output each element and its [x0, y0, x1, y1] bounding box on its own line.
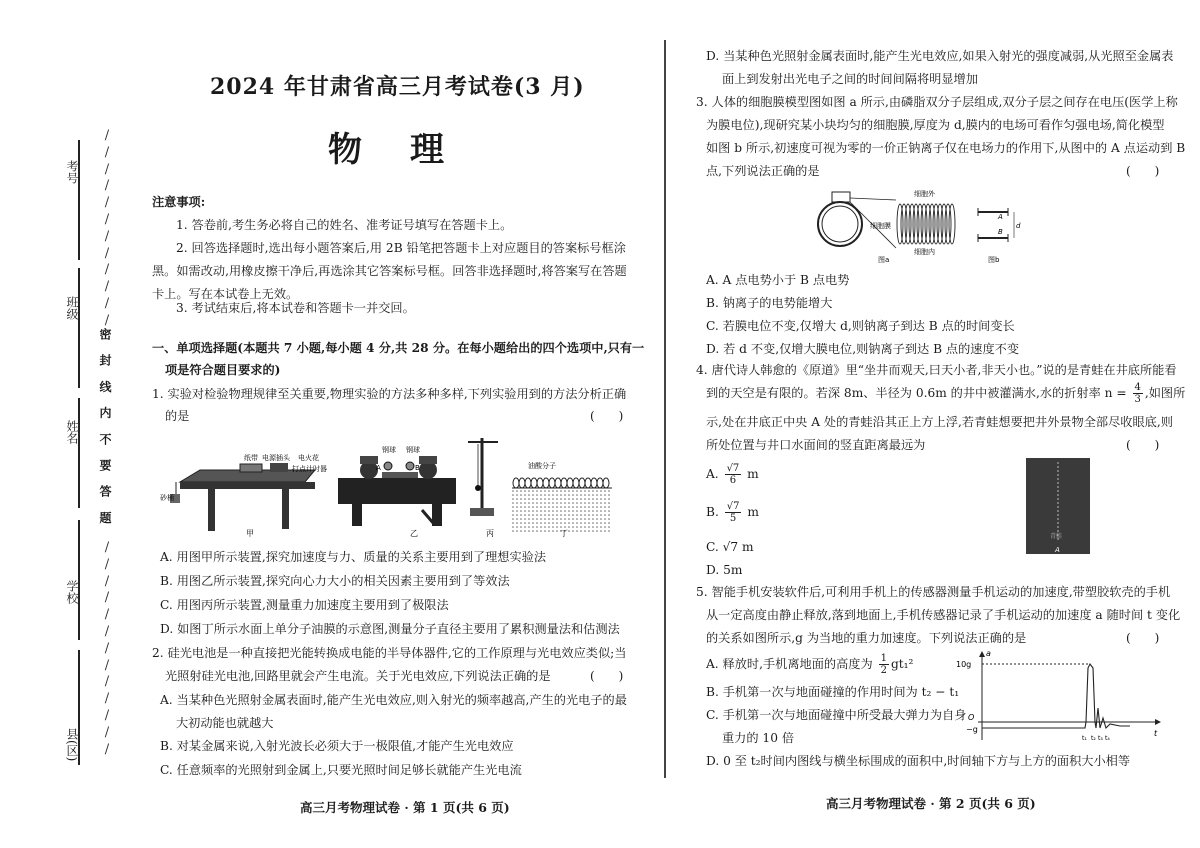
- school-label: 学校: [65, 580, 79, 604]
- q4-answer-blank: ( ): [1126, 438, 1160, 452]
- section-1-line2: 项是符合题目要求的): [165, 363, 281, 377]
- q3-label-fig-a: 图a: [878, 256, 890, 264]
- fig-label-plug: 电源插头: [262, 454, 290, 462]
- section-1-line1: 一、单项选择题(本题共 7 小题,每小题 4 分,共 28 分。在每小题给出的四个选项中,只有一: [152, 341, 645, 355]
- q5-option-D: D. 0 至 t₂时间内图线与横坐标围成的面积中,时间轴下方与上方的面积大小相等: [706, 754, 1131, 768]
- q5-option-C2: 重力的 10 倍: [722, 731, 795, 745]
- q5-origin: O: [968, 713, 975, 722]
- q4-option-D: D. 5m: [706, 563, 743, 577]
- fig-label-bing: 丙: [486, 529, 494, 538]
- q3-stem-1: 3. 人体的细胞膜模型图如图 a 所示,由磷脂双分子层组成,双分子层之间存在电压(医学上称: [696, 95, 1178, 109]
- seal-line-text: 密 封 线 内 不 要 答 题: [98, 328, 112, 529]
- q4-option-B-label: B.: [706, 505, 719, 519]
- q2-option-D2: 面上到发射出光电子之间的时间间隔将明显增加: [722, 72, 978, 86]
- q3-figure: [812, 186, 1032, 266]
- q4-stem-2: [706, 381, 1185, 405]
- q5-answer-blank: ( ): [1126, 631, 1160, 645]
- membrane-coil: [949, 204, 955, 244]
- footer-page-1: 高三月考物理试卷 · 第 1 页(共 6 页): [300, 800, 510, 815]
- exam-no-label: 考号: [65, 160, 79, 184]
- q5-stem-3: 的关系如图所示,g 为当地的重力加速度。下列说法正确的是: [706, 631, 1027, 645]
- oil-molecule: [537, 478, 543, 488]
- note-3: 3. 考试结束后,将本试卷和答题卡一并交回。: [176, 301, 415, 315]
- seal-dashes-top: / / / / / / / / / / / /: [104, 128, 110, 328]
- q4-well-figure: [1026, 458, 1092, 558]
- q4-B-denominator: 5: [729, 513, 737, 524]
- q1-option-D: D. 如图丁所示水面上单分子油膜的示意图,测量分子直径主要用了累积测量法和估测法: [160, 622, 620, 636]
- q5-option-A: [706, 652, 913, 676]
- oil-molecule: [531, 478, 537, 488]
- q4-B-numerator: √7: [726, 501, 740, 512]
- exam-no-line: [78, 140, 80, 260]
- fig-label-ball-2: 钢球: [406, 446, 420, 454]
- seal-dashes-bottom: / / / / / / / / / / / / /: [104, 540, 110, 757]
- q5-option-A-post: gt₁²: [890, 657, 914, 671]
- fig-label-ding: 丁: [560, 529, 568, 538]
- oil-molecule: [525, 478, 531, 488]
- fig-ding-oil-film: [512, 488, 612, 532]
- page-divider: [664, 40, 666, 778]
- q4-stem-4: 所处位置与井口水面间的竖直距离最远为: [706, 438, 926, 452]
- membrane-coils: [897, 204, 955, 244]
- fig-label-ball-1: 钢球: [382, 446, 396, 454]
- q3-option-C: C. 若膜电位不变,仅增大 d,则钠离子到达 B 点的时间变长: [706, 319, 1015, 333]
- q4-n-numerator: 4: [1134, 382, 1141, 393]
- q5-tick-t1: t₁: [1082, 735, 1087, 742]
- q3-option-D: D. 若 d 不变,仅增大膜电位,则钠离子到达 B 点的速度不变: [706, 342, 1020, 356]
- q4-stem-2a: 到的天空是有限的。若深 8m、半径为 0.6m 的井中被灌满水,水的折射率 n =: [706, 386, 1127, 400]
- fig-label-jia: 甲: [246, 529, 254, 538]
- oil-molecule: [519, 478, 525, 488]
- q3-label-d: d: [1016, 222, 1021, 230]
- q4-frog-label: 青蛙: [1050, 533, 1063, 540]
- q5-tick-t3: t₃: [1098, 735, 1103, 742]
- fig-label-spark: 电火花: [298, 454, 319, 462]
- q4-option-B-unit: m: [747, 505, 759, 519]
- q4-stem-1: 4. 唐代诗人韩愈的《原道》里“坐井而观天,曰天小者,非天小也。”说的是青蛙在井底所能看: [696, 363, 1177, 377]
- q2-stem-1: 2. 硅光电池是一种直接把光能转换成电能的半导体器件,它的工作原理与光电效应类似;当: [152, 646, 627, 660]
- exam-title: 2024 年甘肃省高三月考试卷(3 月): [210, 74, 585, 100]
- q3-label-B: B: [998, 228, 1003, 236]
- q4-option-A-label: A.: [706, 467, 719, 481]
- class-line: [78, 268, 80, 388]
- q2-option-A1: A. 当某种色光照射金属表面时,能产生光电效应,则入射光的频率越高,产生的光电子的最: [160, 693, 627, 707]
- fig-label-timer: 打点计时器: [292, 465, 327, 473]
- q4-option-B: [706, 500, 759, 524]
- q2-option-B: B. 对某金属来说,入射光波长必须大于一极限值,才能产生光电效应: [160, 739, 514, 753]
- oil-molecule: [585, 478, 591, 488]
- q3-stem-4: 点,下列说法正确的是: [706, 164, 820, 178]
- q1-option-A: A. 用图甲所示装置,探究加速度与力、质量的关系主要用到了理想实验法: [160, 550, 547, 564]
- footer-page-2: 高三月考物理试卷 · 第 2 页(共 6 页): [826, 796, 1036, 811]
- q5-tick-t4: t₄: [1105, 735, 1110, 742]
- fig-bing-pendulum: [468, 438, 498, 516]
- q5-stem-1: 5. 智能手机安装软件后,可利用手机上的传感器测量手机运动的加速度,带塑胶软壳的手机: [696, 585, 1171, 599]
- fig-yi-apparatus: [338, 456, 456, 526]
- q4-n-denominator: 3: [1134, 394, 1141, 405]
- q5-graph: [950, 648, 1164, 746]
- q4-option-A: [706, 462, 759, 486]
- fig-jia-table: [170, 463, 315, 531]
- q5-A-numerator: 1: [880, 653, 887, 664]
- q4-option-C: C. √7 m: [706, 540, 754, 554]
- q2-answer-blank: ( ): [590, 669, 624, 683]
- q3-stem-2: 为膜电位),现研究某小块均匀的细胞膜,厚度为 d,膜内的电场可看作匀强电场,简化模型: [706, 118, 1165, 132]
- note-2b: 黑。如需改动,用橡皮擦干净后,再选涂其它答案标号框。回答非选择题时,将答案写在答题: [152, 264, 627, 278]
- q5-tick-10g: 10g: [956, 660, 972, 669]
- q5-tick-neg-g: −g: [966, 725, 978, 734]
- q5-axis-t: t: [1154, 729, 1158, 738]
- q2-stem-2: 光照射硅光电池,回路里就会产生电流。关于光电效应,下列说法正确的是: [165, 669, 551, 683]
- q4-option-A-unit: m: [747, 467, 759, 481]
- fig-label-paper-tape: 纸带: [244, 454, 258, 462]
- q3-label-membrane: 细胞膜: [870, 222, 891, 230]
- oil-molecule: [603, 478, 609, 488]
- q3-option-B: B. 钠离子的电势能增大: [706, 296, 833, 310]
- q1-answer-blank: ( ): [590, 409, 624, 423]
- notes-heading: 注意事项:: [152, 195, 206, 209]
- note-1: 1. 答卷前,考生务必将自己的姓名、准考证号填写在答题卡上。: [176, 218, 513, 232]
- oil-molecule: [513, 478, 519, 488]
- q3-stem-3: 如图 b 所示,初速度可视为零的一价正钠离子仅在电场力的作用下,从图中的 A 点运动到 B: [706, 141, 1186, 155]
- name-line: [78, 398, 80, 508]
- oil-molecule: [543, 478, 549, 488]
- q3-answer-blank: ( ): [1126, 164, 1160, 178]
- q5-option-B: B. 手机第一次与地面碰撞的作用时间为 t₂ − t₁: [706, 685, 960, 699]
- q3-label-outside: 细胞外: [914, 190, 935, 198]
- oil-molecule: [567, 478, 573, 488]
- q1-option-C: C. 用图丙所示装置,测量重力加速度主要用到了极限法: [160, 598, 449, 612]
- q3-label-fig-b: 图b: [988, 256, 1000, 264]
- q1-stem-1: 1. 实验对检验物理规律至关重要,物理实验的方法多种多样,下列实验用到的方法分析正确: [152, 387, 627, 401]
- q1-stem-2: 的是: [165, 409, 190, 423]
- oil-molecule: [561, 478, 567, 488]
- q4-refraction-index: [1133, 382, 1143, 405]
- oil-molecule: [573, 478, 579, 488]
- q5-A-denominator: 2: [880, 665, 887, 676]
- q5-stem-2: 从一定高度由静止释放,落到地面上,手机传感器记录了手机运动的加速度 a 随时间 t 变化: [706, 608, 1181, 622]
- county-label: 县(区): [65, 728, 79, 762]
- fig-label-sand-bucket: 砂桶: [160, 494, 174, 502]
- fig-label-A: A: [376, 464, 381, 472]
- subject-title: 物理: [328, 130, 492, 170]
- q2-option-D1: D. 当某种色光照射金属表面时,能产生光电效应,如果入射光的强度减弱,从光照至金属表: [706, 49, 1174, 63]
- binding-sidebar: [0, 0, 140, 848]
- q2-option-C: C. 任意频率的光照射到金属上,只要光照时间足够长就能产生光电流: [160, 763, 522, 777]
- q5-axis-a: a: [986, 649, 991, 658]
- q3-option-A: A. A 点电势小于 B 点电势: [706, 273, 850, 287]
- q5-option-A-pre: A. 释放时,手机离地面的高度为: [706, 657, 873, 671]
- q1-figure: [160, 430, 630, 542]
- note-2c: 卡上。写在本试卷上无效。: [152, 287, 299, 301]
- q1-option-B: B. 用图乙所示装置,探究向心力大小的相关因素主要用到了等效法: [160, 574, 510, 588]
- oil-molecule: [555, 478, 561, 488]
- q4-option-B-fraction: [725, 501, 742, 524]
- q2-option-A2: 大初动能也就越大: [176, 716, 274, 730]
- fig-label-B: B: [415, 464, 420, 472]
- fig-label-yi: 乙: [410, 529, 418, 538]
- q3-label-inside: 细胞内: [914, 248, 935, 256]
- q5-tick-t2: t₂: [1091, 735, 1096, 742]
- note-2a: 2. 回答选择题时,选出每小题答案后,用 2B 铅笔把答题卡上对应题目的答案标号框涂: [176, 241, 626, 255]
- oil-molecule: [579, 478, 585, 488]
- q5-option-A-fraction: [879, 653, 889, 676]
- q4-stem-2b: ,如图所: [1144, 386, 1186, 400]
- oil-molecule: [549, 478, 555, 488]
- name-label: 姓名: [65, 420, 79, 444]
- q4-A-numerator: √7: [726, 463, 740, 474]
- q4-option-A-fraction: [725, 463, 742, 486]
- oil-molecule: [591, 478, 597, 488]
- q3-label-A: A: [998, 213, 1003, 221]
- q5-option-C1: C. 手机第一次与地面碰撞中所受最大弹力为自身: [706, 708, 967, 722]
- q4-stem-3: 示,处在井底正中央 A 处的青蛙沿其正上方上浮,若青蛙想要把井外景物全部尽收眼底,则: [706, 415, 1173, 429]
- q4-point-A: A: [1055, 546, 1060, 554]
- oil-molecules: [513, 478, 609, 488]
- class-label: 班级: [65, 296, 79, 320]
- oil-molecule: [597, 478, 603, 488]
- q4-A-denominator: 6: [729, 475, 737, 486]
- fig-label-oil-molecule: 油酸分子: [528, 462, 556, 470]
